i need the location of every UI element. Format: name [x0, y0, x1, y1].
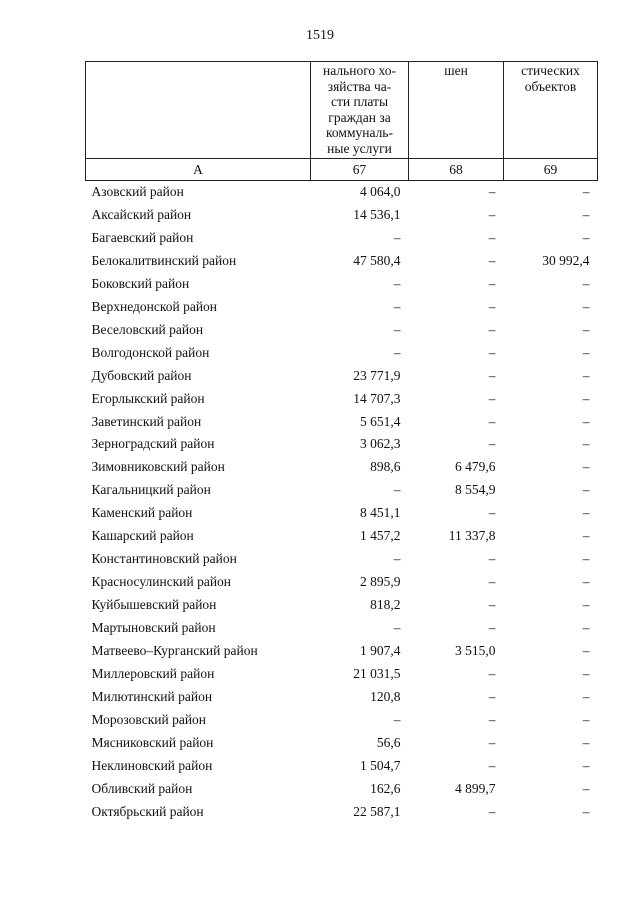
district-name: Белокалитвинский район: [91, 252, 237, 268]
value-col-69: –: [582, 757, 590, 773]
value-col-69: –: [582, 206, 590, 222]
value-col-68: –: [488, 298, 496, 314]
value-col-68: –: [488, 229, 496, 245]
value-col-67: 4 064,0: [360, 184, 401, 199]
district-name: Кагальницкий район: [91, 482, 211, 498]
value-col-68: –: [488, 436, 496, 452]
district-name: Октябрьский район: [91, 803, 204, 819]
value-col-67: 2 895,9: [360, 574, 401, 590]
value-col-67: 162,6: [370, 780, 401, 796]
value-col-69: –: [582, 620, 590, 636]
table-row: [86, 273, 598, 296]
district-name: Обливский район: [91, 780, 193, 796]
district-name: Багаевский район: [91, 229, 194, 245]
value-col-67: 1 504,7: [360, 757, 401, 773]
value-col-69: –: [582, 367, 590, 383]
district-name: Волгодонской район: [91, 344, 210, 360]
value-col-68: –: [488, 551, 496, 567]
value-col-69: –: [582, 344, 590, 360]
value-col-68: –: [488, 367, 496, 383]
value-col-68: –: [488, 206, 496, 222]
header-cell-69: стических объектов: [504, 62, 598, 159]
value-col-67: –: [393, 482, 401, 498]
table-row: [86, 709, 598, 732]
district-name: Морозовский район: [91, 711, 207, 727]
value-col-69: –: [582, 505, 590, 521]
value-col-67: 120,8: [370, 688, 401, 704]
district-name: Мясниковский район: [91, 734, 214, 750]
value-col-69: –: [582, 597, 590, 613]
value-col-68: –: [488, 252, 496, 268]
district-name: Неклиновский район: [91, 757, 213, 773]
table-row: [86, 548, 598, 571]
value-col-68: –: [488, 711, 496, 727]
value-col-69: –: [582, 688, 590, 704]
value-col-69: –: [582, 482, 590, 498]
value-col-67: 47 580,4: [353, 252, 401, 268]
table-row: [86, 296, 598, 319]
table-row: [86, 571, 598, 594]
value-col-69: –: [582, 390, 590, 406]
district-name: Мартыновский район: [91, 620, 216, 636]
value-col-67: –: [393, 620, 401, 636]
table-body: [86, 181, 598, 824]
value-col-69: –: [582, 528, 590, 544]
value-col-68: –: [488, 275, 496, 291]
value-col-69: –: [582, 803, 590, 819]
column-number-row: [86, 159, 598, 181]
header-cell-67: нального хо- зяйства ча- сти платы граждан за коммуналь- ные услуги: [311, 62, 409, 159]
column-number-67: 67: [311, 159, 409, 181]
table-row: [86, 594, 598, 617]
district-name: Азовский район: [91, 184, 184, 199]
column-number-68: 68: [409, 159, 504, 181]
value-col-67: 1 457,2: [360, 528, 401, 544]
district-name: Милютинский район: [91, 688, 213, 704]
table-row: [86, 250, 598, 273]
value-col-67: 21 031,5: [353, 666, 401, 682]
table-row: [86, 411, 598, 434]
value-col-68: –: [488, 390, 496, 406]
value-col-69: –: [582, 734, 590, 750]
value-col-69: –: [582, 711, 590, 727]
value-col-67: 14 536,1: [353, 206, 401, 222]
value-col-69: –: [582, 184, 590, 199]
value-col-67: 23 771,9: [353, 367, 401, 383]
value-col-69: –: [582, 551, 590, 567]
table-row: [86, 204, 598, 227]
value-col-69: –: [582, 574, 590, 590]
table-row: [86, 365, 598, 388]
value-col-68: –: [488, 574, 496, 590]
table-row: [86, 227, 598, 250]
value-col-68: –: [488, 803, 496, 819]
value-col-69: 30 992,4: [542, 252, 590, 268]
value-col-68: 6 479,6: [455, 459, 496, 475]
table-row: [86, 801, 598, 824]
table-row: [86, 525, 598, 548]
value-col-68: –: [488, 620, 496, 636]
value-col-69: –: [582, 413, 590, 429]
table-row: [86, 640, 598, 663]
table-row: [86, 388, 598, 411]
value-col-69: –: [582, 229, 590, 245]
district-name: Каменский район: [91, 505, 193, 521]
table-row: [86, 755, 598, 778]
value-col-69: –: [582, 298, 590, 314]
value-col-69: –: [582, 643, 590, 659]
table-row: [86, 479, 598, 502]
district-name: Матвеево–Курганский район: [91, 643, 258, 659]
district-name: Боковский район: [91, 275, 190, 291]
table-row: [86, 456, 598, 479]
value-col-67: 56,6: [376, 734, 401, 750]
table-row: [86, 181, 598, 204]
value-col-68: –: [488, 757, 496, 773]
district-name: Веселовский район: [91, 321, 204, 337]
value-col-67: –: [393, 229, 401, 245]
value-col-67: –: [393, 551, 401, 567]
column-number-69: 69: [504, 159, 598, 181]
value-col-68: 3 515,0: [455, 643, 496, 659]
value-col-67: –: [393, 344, 401, 360]
value-col-68: –: [488, 666, 496, 682]
budget-table: [85, 61, 598, 824]
value-col-67: 8 451,1: [360, 505, 401, 521]
value-col-67: 5 651,4: [360, 413, 401, 429]
district-name: Куйбышевский район: [91, 597, 217, 613]
value-col-68: 8 554,9: [455, 482, 496, 498]
table-header-row: [86, 62, 598, 159]
district-name: Кашарский район: [91, 528, 194, 544]
table-row: [86, 617, 598, 640]
column-number-a: А: [86, 159, 311, 181]
value-col-69: –: [582, 666, 590, 682]
value-col-68: –: [488, 321, 496, 337]
table-row: [86, 433, 598, 456]
district-name: Заветинский район: [91, 413, 202, 429]
table-row: [86, 778, 598, 801]
value-col-68: –: [488, 413, 496, 429]
table-row: [86, 686, 598, 709]
value-col-68: 11 337,8: [448, 528, 496, 544]
value-col-69: –: [582, 780, 590, 796]
value-col-67: –: [393, 321, 401, 337]
district-name: Аксайский район: [91, 206, 192, 222]
value-col-67: 898,6: [370, 459, 401, 475]
value-col-68: –: [488, 734, 496, 750]
header-cell-68: шен: [409, 62, 504, 159]
value-col-68: –: [488, 184, 496, 199]
value-col-67: –: [393, 298, 401, 314]
district-name: Красносулинский район: [91, 574, 232, 590]
table-row: [86, 502, 598, 525]
district-name: Миллеровский район: [91, 666, 215, 682]
value-col-67: –: [393, 275, 401, 291]
value-col-67: 1 907,4: [360, 643, 401, 659]
value-col-67: 22 587,1: [353, 803, 401, 819]
value-col-69: –: [582, 436, 590, 452]
table-row: [86, 732, 598, 755]
table-row: [86, 663, 598, 686]
value-col-69: –: [582, 321, 590, 337]
value-col-68: 4 899,7: [455, 780, 496, 796]
table-row: [86, 319, 598, 342]
value-col-67: 14 707,3: [353, 390, 401, 406]
value-col-67: –: [393, 711, 401, 727]
district-name: Верхнедонской район: [91, 298, 218, 314]
district-name: Егорлыкский район: [91, 390, 205, 406]
value-col-69: –: [582, 275, 590, 291]
district-name: Зерноградский район: [91, 436, 215, 452]
value-col-68: –: [488, 505, 496, 521]
value-col-69: –: [582, 459, 590, 475]
header-cell-name: [86, 62, 311, 159]
value-col-67: 3 062,3: [360, 436, 401, 452]
value-col-67: 818,2: [370, 597, 401, 613]
district-name: Дубовский район: [91, 367, 192, 383]
value-col-68: –: [488, 597, 496, 613]
page-number: 1519: [306, 28, 334, 43]
district-name: Зимовниковский район: [91, 459, 225, 475]
value-col-68: –: [488, 344, 496, 360]
district-name: Константиновский район: [91, 551, 237, 567]
table-row: [86, 342, 598, 365]
value-col-68: –: [488, 688, 496, 704]
